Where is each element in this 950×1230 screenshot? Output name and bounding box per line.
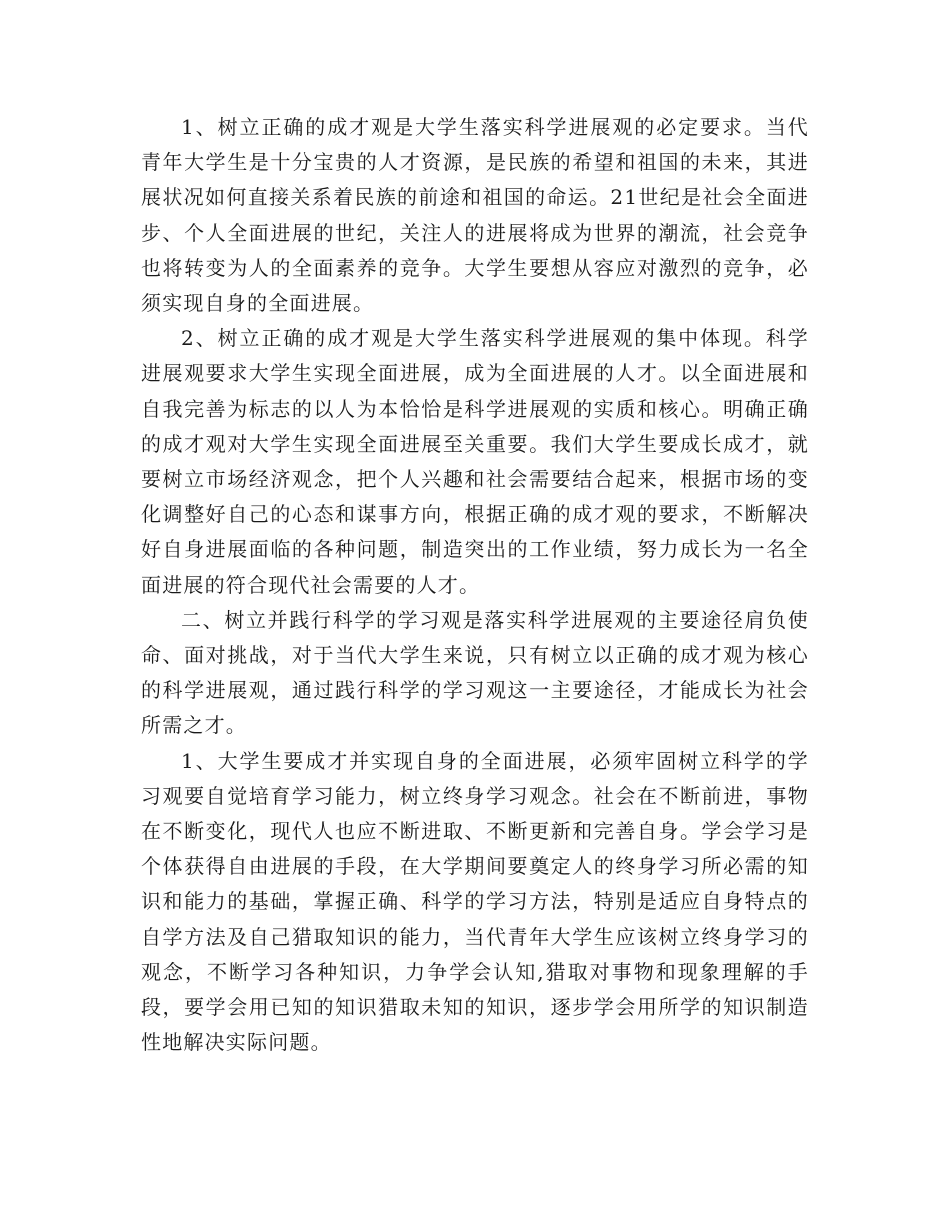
document-page — [141, 110, 809, 1060]
paragraph-1: 1、树立正确的成才观是大学生落实科学进展观的必定要求。当代青年大学生是十分宝贵的人才资源，是民族的希望和祖国的未来，其进展状况如何直接关系着民族的前途和祖国的命运。21世纪是社会全面进步、个人全面进展的世纪，关注人的进展将成为世界的潮流，社会竞争也将转变为人的全面素养的竞争。大学生要想从容应对激烈的竞争，必须实现自身的全面进展。 — [141, 115, 809, 316]
paragraph-3: 二、树立并践行科学的学习观是落实科学进展观的主要途径肩负使命、面对挑战，对于当代大学生来说，只有树立以正确的成才观为核心的科学进展观，通过践行科学的学习观这一主要途径，才能成长为社会所需之才。 — [141, 607, 809, 738]
paragraph-2: 2、树立正确的成才观是大学生落实科学进展观的集中体现。科学进展观要求大学生实现全面进展，成为全面进展的人才。以全面进展和自我完善为标志的以人为本恰恰是科学进展观的实质和核心。明确正确的成才观对大学生实现全面进展至关重要。我们大学生要成长成才，就要树立市场经济观念，把个人兴趣和社会需要结合起来，根据市场的变化调整好自己的心态和谋事方向，根据正确的成才观的要求，不断解决好自身进展面临的各种问题，制造突出的工作业绩，努力成长为一名全面进展的符合现代社会需要的人才。 — [141, 326, 809, 597]
paragraph-4: 1、大学生要成才并实现自身的全面进展，必须牢固树立科学的学习观要自觉培育学习能力，树立终身学习观念。社会在不断前进，事物在不断变化，现代人也应不断进取、不断更新和完善自身。学会学习是个体获得自由进展的手段，在大学期间要奠定人的终身学习所必需的知识和能力的基础，掌握正确、科学的学习方法，特别是适应自身特点的自学方法及自己猎取知识的能力，当代青年大学生应该树立终身学习的观念，不断学习各种知识，力争学会认知,猎取对事物和现象理解的手段，要学会用已知的知识猎取未知的知识，逐步学会用所学的知识制造性地解决实际问题。 — [141, 748, 809, 1055]
